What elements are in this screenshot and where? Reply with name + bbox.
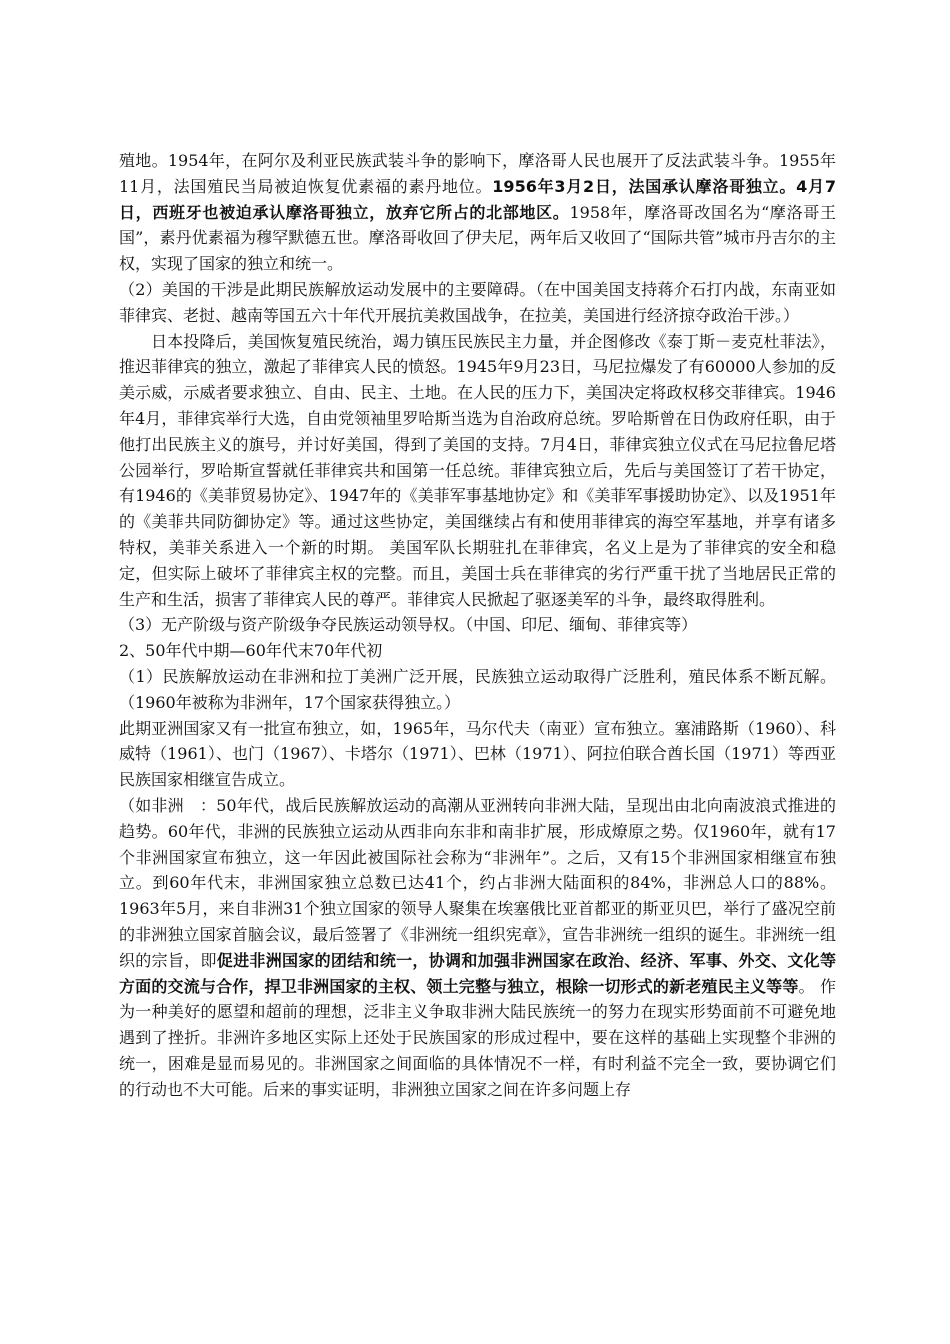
- paragraph-africa-latin-america: （1）民族解放运动在非洲和拉丁美洲广泛开展，民族独立运动取得广泛胜利，殖民体系不断瓦解。（1960年被称为非洲年，17个国家获得独立。）: [119, 666, 836, 712]
- text-run: 1958年，摩洛哥改国名为“摩洛哥王国”，素丹优素福为穆罕默德五世。摩洛哥收回了伊夫尼，两年后又收回了“国际共管”城市丹吉尔的主权，实现了国家的独立和统一。: [119, 202, 836, 274]
- bold-text-run: 促进非洲国家的团结和统一，协调和加强非洲国家在政治、经济、军事、外交、文化等方面的交流与合作，捍卫非洲国家的主权、领土完整与独立，根除一切形式的新老殖民主义等等: [119, 950, 836, 996]
- paragraph-morocco-independence: [119, 148, 836, 277]
- paragraph-leadership-struggle: （3）无产阶级与资产阶级争夺民族运动领导权。（中国、印尼、缅甸、菲律宾等）: [119, 615, 698, 635]
- paragraph-us-interference: （2）美国的干涉是此期民族解放运动发展中的主要障碍。（在中国美国支持蒋介石打内战，东南亚如菲律宾、老挝、越南等国五六十年代开展抗美救国战争，在拉美，美国进行经济掠夺政治干涉。）: [119, 279, 836, 325]
- text-run: 。 作为一种美好的愿望和超前的理想，泛非主义争取非洲大陆民族统一的努力在现实形势面前不可避免地遇到了挫折。非洲许多地区实际上还处于民族国家的形成过程中，要在这样的基础上实现整个非洲的统一，困难是显而易见的。非洲国家之间面临的具体情况不一样，有时利益不完全一致，要协调它们的行动也不大可能。后来的事实证明，非洲独立国家之间在许多问题上存: [119, 976, 836, 1099]
- text-run: 殖地。1954年，在阿尔及利亚民族武装斗争的影响下，摩洛哥人民也展开了反法武装斗争。1955年11月，法国殖民当局被迫恢复优素福的素丹地位。: [119, 151, 836, 196]
- paragraph-asia-independence: 此期亚洲国家又有一批宣布独立，如，1965年，马尔代夫（南亚）宣布独立。塞浦路斯（1960）、科威特（1961）、也门（1967）、卡塔尔（1971）、巴林（1971）、阿拉伯联合酋长国（1971）等西亚民族国家相继宣告成立。: [119, 718, 836, 790]
- section-heading-period-2: 2、50年代中期—60年代末70年代初: [119, 641, 383, 661]
- document-page: [119, 148, 836, 1102]
- paragraph-africa-year: [119, 793, 836, 1103]
- bold-text-run: 1956年3月2日，法国承认摩洛哥独立。4月7日，西班牙也被迫承认摩洛哥独立，放弃它所占的北部地区。: [119, 176, 836, 222]
- text-run: （如非洲 ：50年代，战后民族解放运动的高潮从亚洲转向非洲大陆，呈现出由北向南波浪式推进的趋势。60年代，非洲的民族独立运动从西非向东非和南非扩展，形成燎原之势。仅1960年，就有17个非洲国家宣布独立，这一年因此被国际社会称为“非洲年”。之后，又有15个非洲国家相继宣布独立。到60年代末，非洲国家独立总数已达41个，约占非洲大陆面积的84%，非洲总人口的88%。1963年5月，来自非洲31个独立国家的领导人聚集在埃塞俄比亚首都亚的斯亚贝巴，举行了盛况空前的非洲独立国家首脑会议，最后签署了《非洲统一组织宪章》，宣告非洲统一组织的诞生。非洲统一组织的宗旨，即: [119, 795, 836, 970]
- paragraph-philippines: 日本投降后，美国恢复殖民统治，竭力镇压民族民主力量，并企图修改《泰丁斯－麦克杜菲法》，推迟菲律宾的独立，激起了菲律宾人民的愤怒。1945年9月23日，马尼拉爆发了有60000人参加的反美示威，示威者要求独立、自由、民主、土地。在人民的压力下，美国决定将政权移交菲律宾。1946年4月，菲律宾举行大选，自由党领袖里罗哈斯当选为自治政府总统。罗哈斯曾在日伪政府任职，由于他打出民族主义的旗号，并讨好美国，得到了美国的支持。7月4日，菲律宾独立仪式在马尼拉鲁尼塔公园举行，罗哈斯宣誓就任菲律宾共和国第一任总统。菲律宾独立后，先后与美国签订了若干协定，有1946的《美菲贸易协定》、1947年的《美菲军事基地协定》和《美菲军事援助协定》、以及1951年的《美菲共同防御协定》等。通过这些协定，美国继续占有和使用菲律宾的海空军基地，并享有诸多特权，美菲关系进入一个新的时期。 美国军队长期驻扎在菲律宾，名义上是为了菲律宾的安全和稳定，但实际上破坏了菲律宾主权的完整。而且，美国士兵在菲律宾的劣行严重干扰了当地居民正常的生产和生活，损害了菲律宾人民的尊严。菲律宾人民掀起了驱逐美军的斗争，最终取得胜利。: [119, 331, 836, 609]
